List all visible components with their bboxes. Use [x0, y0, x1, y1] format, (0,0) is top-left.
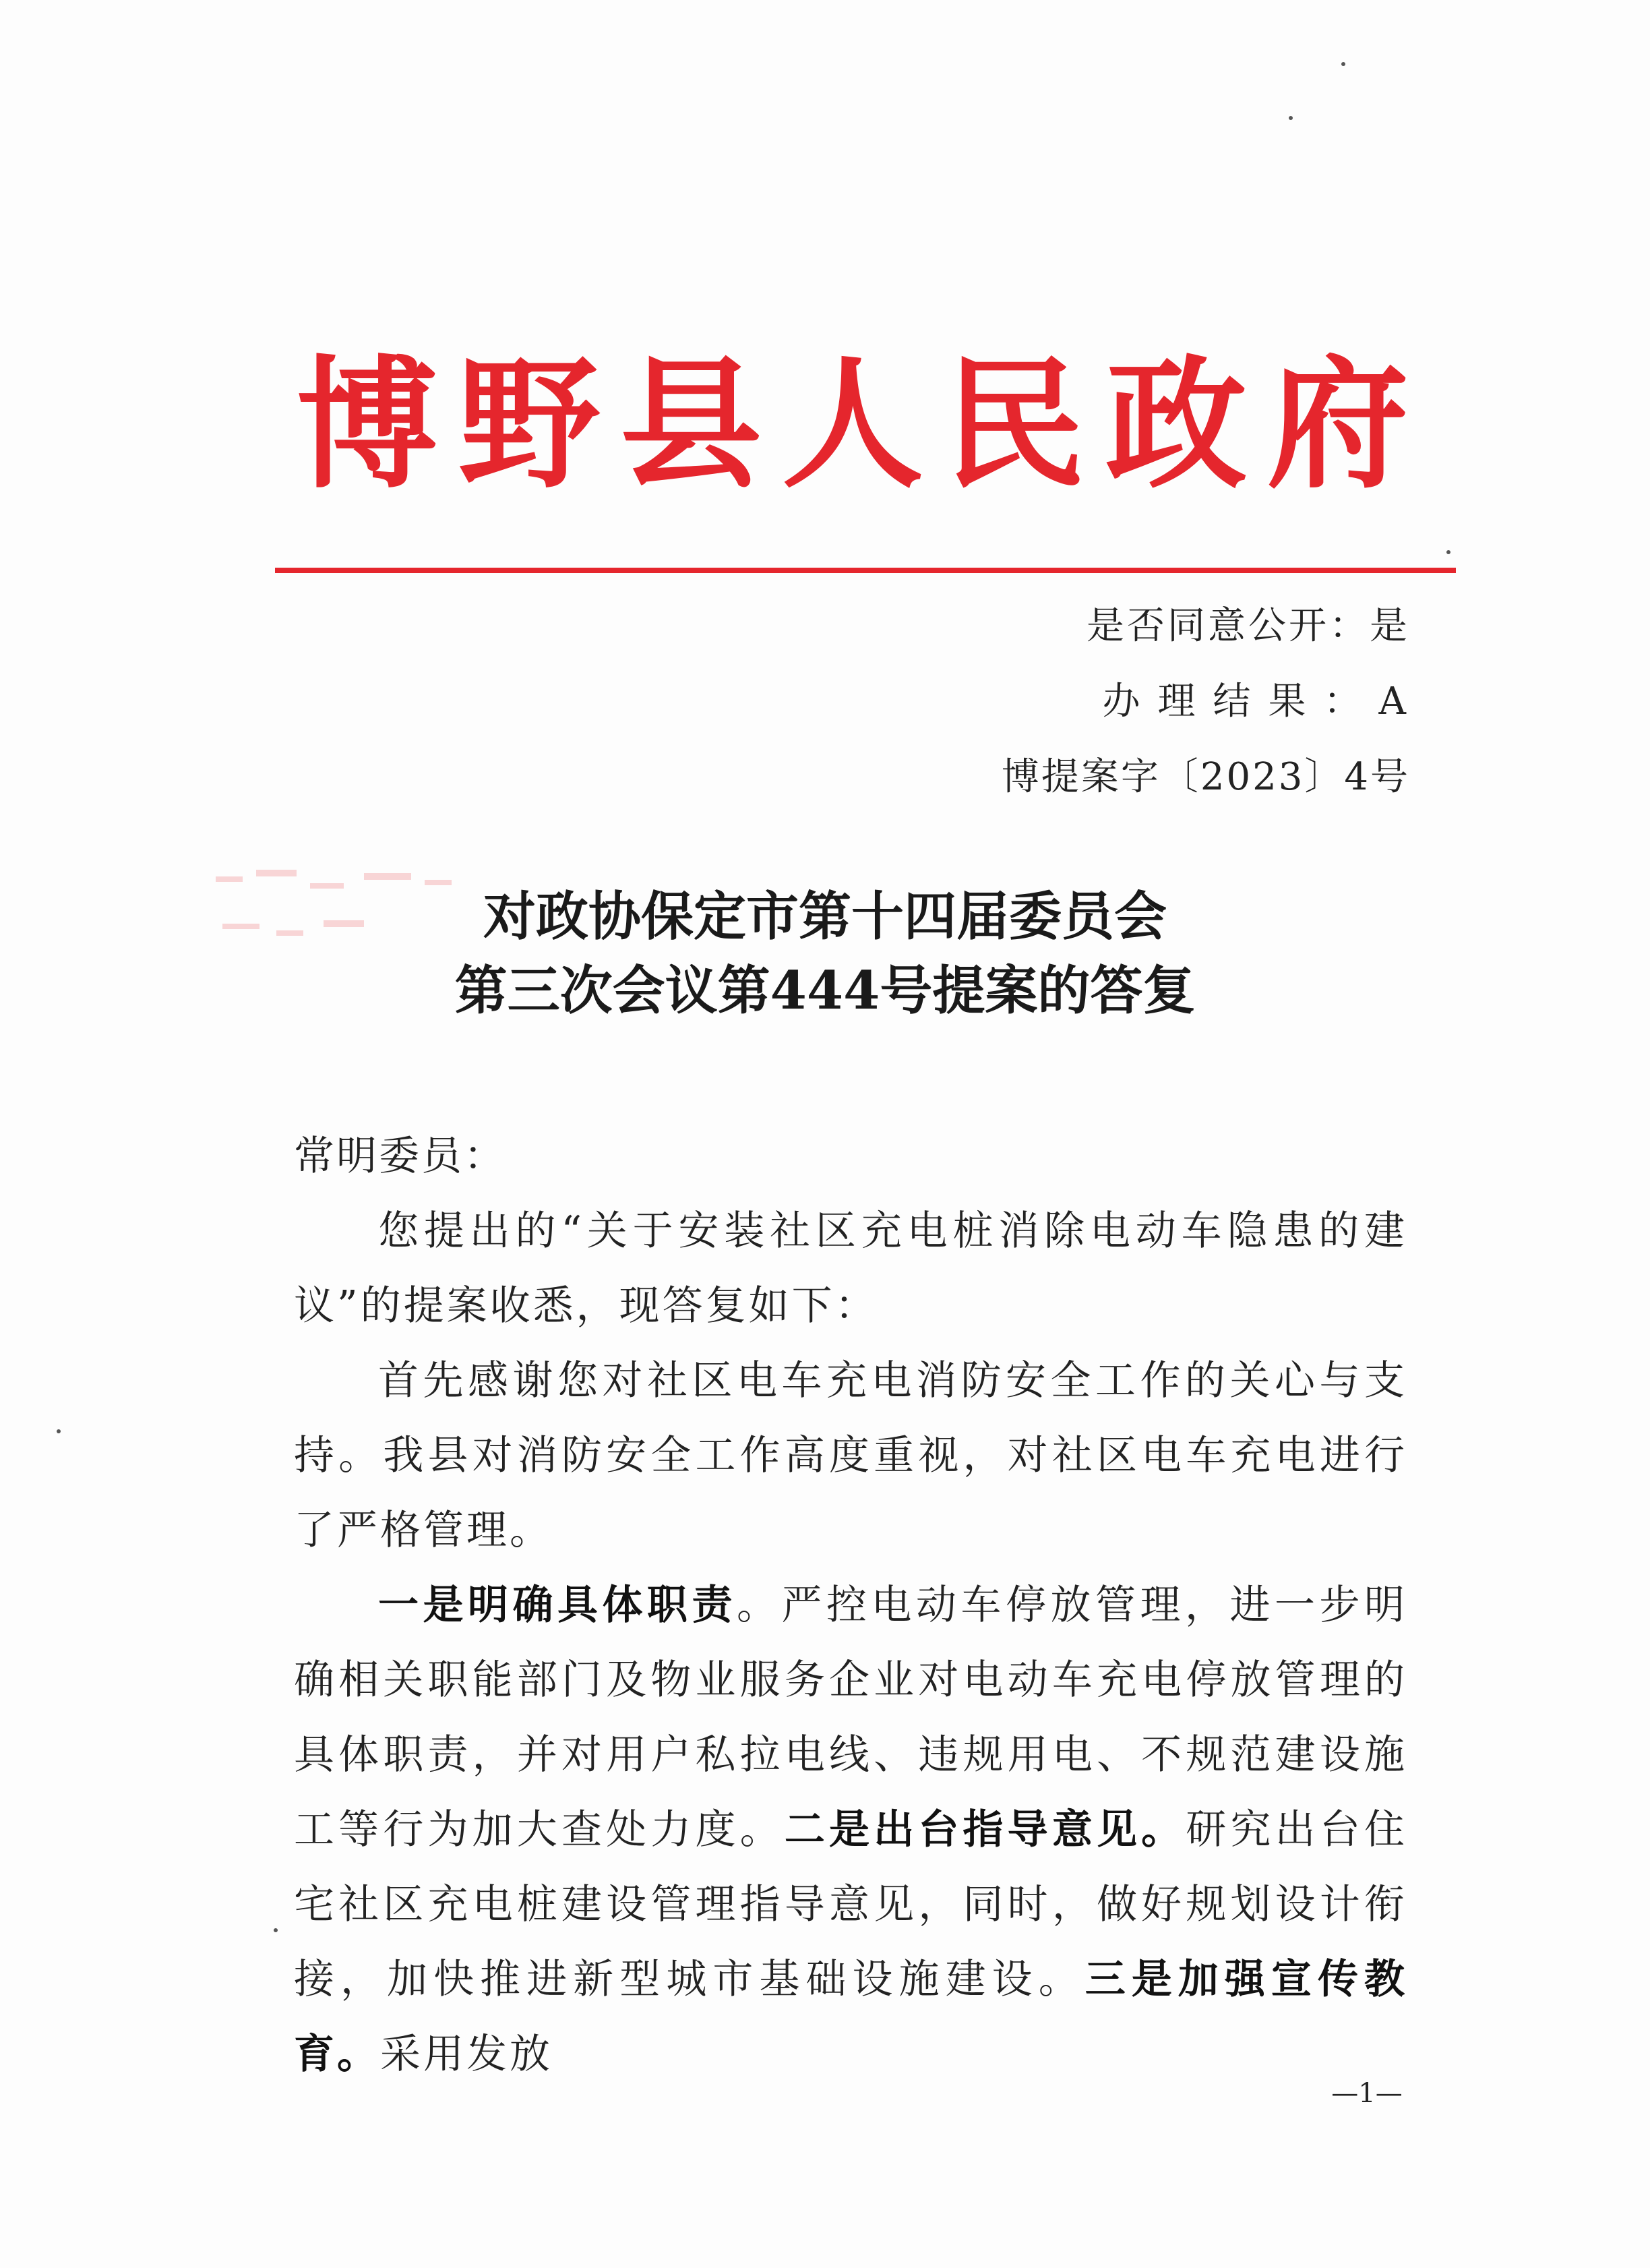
scan-speck — [1289, 116, 1293, 120]
title-line-2: 第三次会议第444号提案的答复 — [454, 960, 1196, 1021]
reply-body — [294, 1119, 1407, 2092]
measure-2-text: 研究出台住宅社区充电桩建设管理指导意见，同时，做好规划设计衔接，加快推进新型城市基础设施建设。 — [294, 1806, 1408, 2003]
reply-title — [270, 880, 1380, 1028]
issuer-masthead: 博野县人民政府 — [297, 341, 1430, 508]
document-number: 博提案字〔2023〕4号 — [1001, 755, 1410, 799]
measure-2-heading: 二是出台指导意见。 — [784, 1806, 1186, 1853]
red-separator-line — [275, 568, 1456, 573]
handling-result-label: 办理结果：A — [1102, 680, 1424, 723]
scan-speck — [274, 1928, 278, 1932]
measure-1-text: 。严控电动车停放管理，进一步明确相关职能部门及物业服务企业对电动车充电停放管理的具体职责，并对用户私拉电线、违规用电、不规范建设施工等行为加大查处力度。 — [294, 1582, 1407, 1853]
page-number: —1— — [1331, 2078, 1403, 2109]
measure-1-heading: 一是明确具体职责 — [378, 1582, 737, 1629]
paragraph-measures — [294, 1568, 1407, 2092]
paragraph-thanks: 首先感谢您对社区电车充电消防安全工作的关心与支持。我县对消防安全工作高度重视，对社区电车充电进行了严格管理。 — [294, 1357, 1407, 1554]
measure-3-heading: 三是加强宣传教育。 — [294, 1956, 1408, 2078]
title-line-1: 对政协保定市第十四届委员会 — [483, 886, 1167, 947]
scan-speck — [1341, 62, 1345, 66]
scan-speck — [57, 1429, 61, 1433]
public-consent-label: 是否同意公开：是 — [1087, 604, 1410, 648]
measure-3-text: 采用发放 — [380, 2031, 553, 2078]
paragraph-intro: 您提出的“关于安装社区充电桩消除电动车隐患的建议”的提案收悉，现答复如下： — [294, 1207, 1407, 1330]
salutation: 常明委员： — [294, 1133, 506, 1180]
scan-speck — [1446, 550, 1450, 554]
